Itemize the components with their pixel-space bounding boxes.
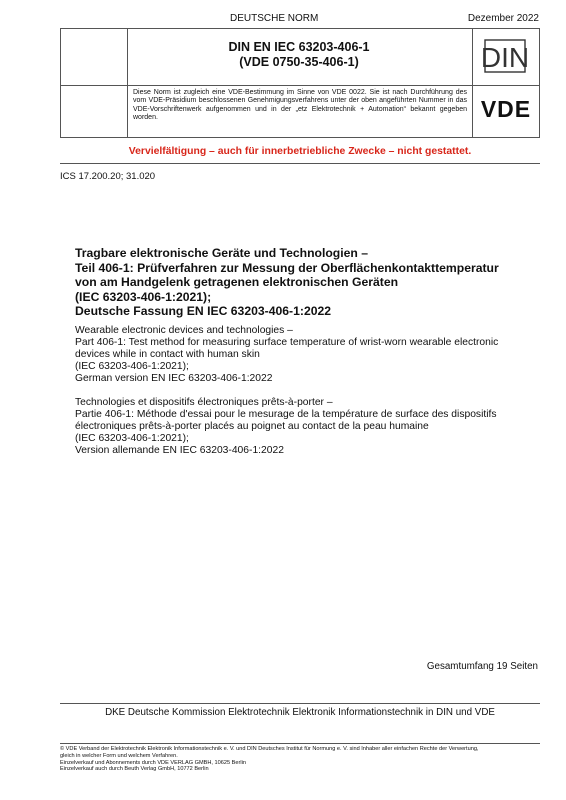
copyright-line: Einzelverkauf auch durch Beuth Verlag GmbH, 10772 Berlin [60,766,209,773]
title-fr-line: Technologies et dispositifs électroniques prêts-à-porter – [75,397,333,408]
title-de-line: Teil 406-1: Prüfverfahren zur Messung der Oberflächenkontakttemperatur [75,260,499,275]
title-en-line: devices while in contact with human skin [75,349,260,360]
publication-date: Dezember 2022 [467,13,539,24]
title-de-line: (IEC 63203-406-1:2021); [75,289,212,304]
reproduction-warning: Vervielfältigung – auch für innerbetriebliche Zwecke – nicht gestattet. [128,146,472,157]
vde-note-box [60,86,540,138]
title-fr-line: Version allemande EN IEC 63203-406-1:2022 [75,445,284,456]
title-fr-line: (IEC 63203-406-1:2021); [75,433,189,444]
title-fr-line: électroniques prêts-à-porter placés au poignet au contact de la peau humaine [75,421,429,432]
title-box [60,28,540,86]
title-german [75,246,545,319]
copyright-line: gleich in welcher Form und welchem Verfahren. [60,752,178,759]
title-en-line: (IEC 63203-406-1:2021); [75,361,189,372]
title-fr-line: Partie 406-1: Méthode d'essai pour le mesurage de la température de surface des dispositifs [75,409,497,420]
title-en-line: German version EN IEC 63203-406-1:2022 [75,373,273,384]
copyright-line: © VDE Verband der Elektrotechnik Elektronik Informationstechnik e. V. und DIN Deutsches Institut für Normung e. V. sind Inhaber aller einfachen Rechte der Verwertung, [60,746,479,752]
title-de-line: Tragbare elektronische Geräte und Technologien – [75,246,369,260]
title-de-line: Deutsche Fassung EN IEC 63203-406-1:2022 [75,304,332,319]
title-french [75,397,545,457]
title-english [75,325,545,385]
vde-standard-number: (VDE 0750-35-406-1) [239,55,359,69]
din-logo [473,37,535,77]
committee: DKE Deutsche Kommission Elektrotechnik Elektronik Informationstechnik in DIN und VDE [105,707,495,718]
copyright-notice [60,746,550,773]
ics-code: ICS 17.200.20; 31.020 [60,171,156,182]
total-pages: Gesamtumfang 19 Seiten [426,661,538,672]
norm-type: DEUTSCHE NORM [230,13,319,24]
vde-logo [473,96,539,126]
title-en-line: Wearable electronic devices and technologies – [75,325,293,336]
title-en-line: Part 406-1: Test method for measuring surface temperature of wrist-worn wearable electronic [75,337,499,348]
standard-number: DIN EN IEC 63203-406-1 [228,40,370,54]
vde-note: Diese Norm ist zugleich eine VDE-Bestimmung im Sinne von VDE 0022. Sie ist nach Durchführung des vom VDE-Präsidium beschlossenen Genehmigungsverfahrens unter der oben angeführten Nummer in das VDE-Vorschriftenwerk aufgenommen und in der „etz Elektrotechnik + Automation“ bekannt gegeben worden. [133,89,467,122]
din-logo-text: DIN [480,42,530,73]
copyright-line: Einzelverkauf und Abonnements durch VDE VERLAG GMBH, 10625 Berlin [60,759,246,766]
title-de-line: von am Handgelenk getragenen elektronischen Geräten [75,275,399,290]
vde-logo-text: VDE [480,96,532,122]
